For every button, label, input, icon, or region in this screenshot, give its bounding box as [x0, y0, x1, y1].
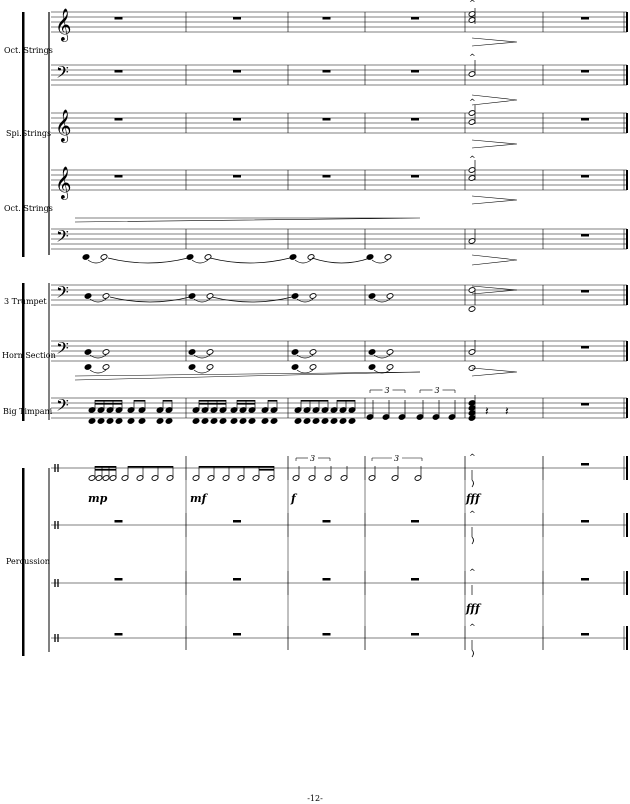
sixteenth-note [165, 418, 173, 425]
tuplet-number: 3 [434, 386, 440, 395]
whole-rest-icon [233, 17, 241, 20]
sixteenth-note [156, 418, 164, 425]
tie [108, 258, 188, 263]
whole-rest-icon [411, 578, 419, 581]
tied-note [100, 254, 108, 261]
sixteenth-note [115, 418, 123, 425]
decrescendo-hairpin [472, 368, 517, 376]
decrescendo-hairpin [472, 95, 517, 105]
tied-note [206, 293, 214, 300]
tied-note [289, 254, 297, 261]
tied-note [82, 254, 90, 261]
whole-rest-icon [115, 520, 123, 523]
tied-note [309, 349, 317, 356]
tie [110, 297, 190, 302]
treble-clef-icon: 𝄞 [55, 109, 72, 142]
tied-note [188, 364, 196, 371]
beam [199, 466, 274, 468]
tied-note [84, 293, 92, 300]
instrument-label-oct-strings-2: Oct. Strings [4, 204, 53, 213]
tied-note [386, 364, 394, 371]
tied-note [84, 349, 92, 356]
whole-rest-icon [323, 578, 331, 581]
whole-rest-icon [581, 70, 589, 73]
treble-clef-icon: 𝄞 [55, 166, 72, 199]
beam [199, 400, 226, 402]
note-head [472, 650, 474, 657]
beam [95, 469, 116, 471]
tie [374, 299, 390, 302]
whole-rest-icon [233, 520, 241, 523]
whole-rest-icon [581, 463, 589, 466]
tuplet-number: 3 [310, 454, 316, 463]
accent-icon: ^ [469, 510, 476, 519]
sixteenth-note [294, 418, 302, 425]
whole-rest-icon [411, 175, 419, 178]
beam [237, 403, 255, 405]
treble-clef-icon: 𝄞 [55, 8, 72, 41]
whole-rest-icon [323, 520, 331, 523]
sixteenth-note [230, 418, 238, 425]
beam [95, 466, 116, 468]
whole-rest-icon [323, 70, 331, 73]
tie [90, 299, 106, 302]
dynamic-f: f [291, 492, 296, 505]
beam [95, 400, 122, 402]
whole-rest-icon [233, 118, 241, 121]
whole-rest-icon [115, 175, 123, 178]
whole-rest-icon [115, 118, 123, 121]
sixteenth-note [210, 418, 218, 425]
whole-rest-icon [323, 17, 331, 20]
tied-note [386, 349, 394, 356]
accent-icon: ^ [469, 623, 476, 632]
tied-note [206, 364, 214, 371]
whole-rest-icon [411, 70, 419, 73]
tied-note [384, 254, 392, 261]
tie [210, 258, 290, 263]
tied-note [291, 293, 299, 300]
sixteenth-note [312, 418, 320, 425]
instrument-label-big-timpani: Big Timpani [3, 407, 53, 416]
whole-rest-icon [233, 175, 241, 178]
accent-icon: ^ [469, 98, 476, 107]
bass-clef-icon: 𝄢 [56, 338, 69, 362]
tie [194, 355, 210, 358]
whole-rest-icon [411, 118, 419, 121]
sixteenth-note [192, 418, 200, 425]
beam [95, 403, 122, 405]
whole-rest-icon [411, 633, 419, 636]
sixteenth-note [321, 418, 329, 425]
whole-rest-icon [581, 118, 589, 121]
instrument-label-percussion: Percussion [6, 557, 50, 566]
tuplet-number: 3 [394, 454, 400, 463]
dynamic-mf: mf [190, 492, 207, 505]
tied-note [307, 254, 315, 261]
tie [90, 370, 106, 373]
tie [194, 299, 210, 302]
tied-note [206, 349, 214, 356]
quarter-rest-icon: 𝄽 [485, 404, 489, 418]
tied-note [386, 293, 394, 300]
tied-note [309, 364, 317, 371]
tie [374, 355, 390, 358]
tied-note [309, 293, 317, 300]
quarter-rest-icon: 𝄽 [505, 404, 509, 418]
tied-note [368, 349, 376, 356]
whole-rest-icon [581, 175, 589, 178]
decrescendo-hairpin [472, 140, 517, 148]
whole-rest-icon [581, 403, 589, 406]
beam [237, 400, 255, 402]
decrescendo-hairpin [472, 255, 517, 265]
accent-icon: ^ [469, 568, 476, 577]
whole-rest-icon [581, 234, 589, 237]
tied-note [186, 254, 194, 261]
crescendo-hairpin [75, 372, 420, 380]
tie [297, 355, 313, 358]
whole-rest-icon [115, 70, 123, 73]
whole-rest-icon [581, 17, 589, 20]
tied-note [84, 364, 92, 371]
whole-rest-icon [233, 633, 241, 636]
crescendo-hairpin [75, 218, 420, 222]
whole-rest-icon [115, 578, 123, 581]
whole-rest-icon [115, 17, 123, 20]
tie [88, 260, 104, 263]
sixteenth-note [270, 418, 278, 425]
whole-rest-icon [581, 520, 589, 523]
beam [268, 400, 277, 402]
tie [90, 355, 106, 358]
tie [372, 260, 388, 263]
beam [199, 403, 226, 405]
bass-clef-icon: 𝄢 [56, 395, 69, 419]
tied-note [291, 349, 299, 356]
dynamic-fff-2: fff [466, 602, 480, 615]
beam [337, 400, 355, 402]
tie [297, 299, 313, 302]
tie [192, 260, 208, 263]
bass-clef-icon: 𝄢 [56, 226, 69, 250]
bass-clef-icon: 𝄢 [56, 282, 69, 306]
whole-rest-icon [411, 520, 419, 523]
sixteenth-note [348, 418, 356, 425]
accent-icon: ^ [469, 155, 476, 164]
beam [134, 400, 145, 402]
tied-note [368, 364, 376, 371]
sixteenth-note [339, 418, 347, 425]
tie [212, 297, 292, 302]
tied-note [368, 293, 376, 300]
whole-rest-icon [233, 578, 241, 581]
whole-rest-icon [581, 346, 589, 349]
tied-note [102, 349, 110, 356]
sixteenth-note [248, 418, 256, 425]
tie [297, 370, 313, 373]
sixteenth-note [127, 418, 135, 425]
half-note [468, 306, 476, 313]
instrument-label-oct-strings-1: Oct. Strings [4, 46, 53, 55]
sixteenth-note [330, 418, 338, 425]
tied-note [102, 293, 110, 300]
tied-note [204, 254, 212, 261]
sixteenth-note [201, 418, 209, 425]
whole-rest-icon [323, 633, 331, 636]
whole-rest-icon [115, 633, 123, 636]
whole-rest-icon [233, 70, 241, 73]
tie [312, 258, 370, 263]
instrument-label-spi-strings: Spi.Strings [6, 129, 52, 138]
tuplet-number: 3 [384, 386, 390, 395]
tie [295, 260, 311, 263]
sixteenth-note [138, 418, 146, 425]
sixteenth-note [219, 418, 227, 425]
sixteenth-note [106, 418, 114, 425]
instrument-label-horn-section: Horn Section [2, 351, 56, 360]
accent-icon: ^ [469, 53, 476, 62]
bass-clef-icon: 𝄢 [56, 62, 69, 86]
decrescendo-hairpin [472, 196, 517, 204]
decrescendo-hairpin [472, 38, 517, 46]
tied-note [188, 349, 196, 356]
tied-note [188, 293, 196, 300]
sixteenth-note [88, 418, 96, 425]
beam [301, 400, 328, 402]
dynamic-fff-1: fff [466, 492, 480, 505]
note-head [472, 480, 474, 487]
sixteenth-note [239, 418, 247, 425]
accent-icon: ^ [469, 0, 476, 8]
whole-rest-icon [323, 118, 331, 121]
tied-note [291, 364, 299, 371]
whole-rest-icon [581, 290, 589, 293]
instrument-label-3-trumpet: 3 Trumpet [4, 297, 47, 306]
beam [128, 466, 173, 468]
beam [163, 400, 172, 402]
whole-rest-icon [581, 633, 589, 636]
dynamic-mp: mp [88, 492, 108, 505]
whole-rest-icon [581, 578, 589, 581]
whole-rest-icon [323, 175, 331, 178]
note-head [472, 537, 474, 544]
tie [194, 370, 210, 373]
accent-icon: ^ [469, 453, 476, 462]
tied-note [366, 254, 374, 261]
sixteenth-note [97, 418, 105, 425]
tied-note [102, 364, 110, 371]
sixteenth-note [261, 418, 269, 425]
beam [259, 469, 274, 471]
sixteenth-note [303, 418, 311, 425]
page-number: -12- [307, 794, 323, 803]
whole-rest-icon [411, 17, 419, 20]
